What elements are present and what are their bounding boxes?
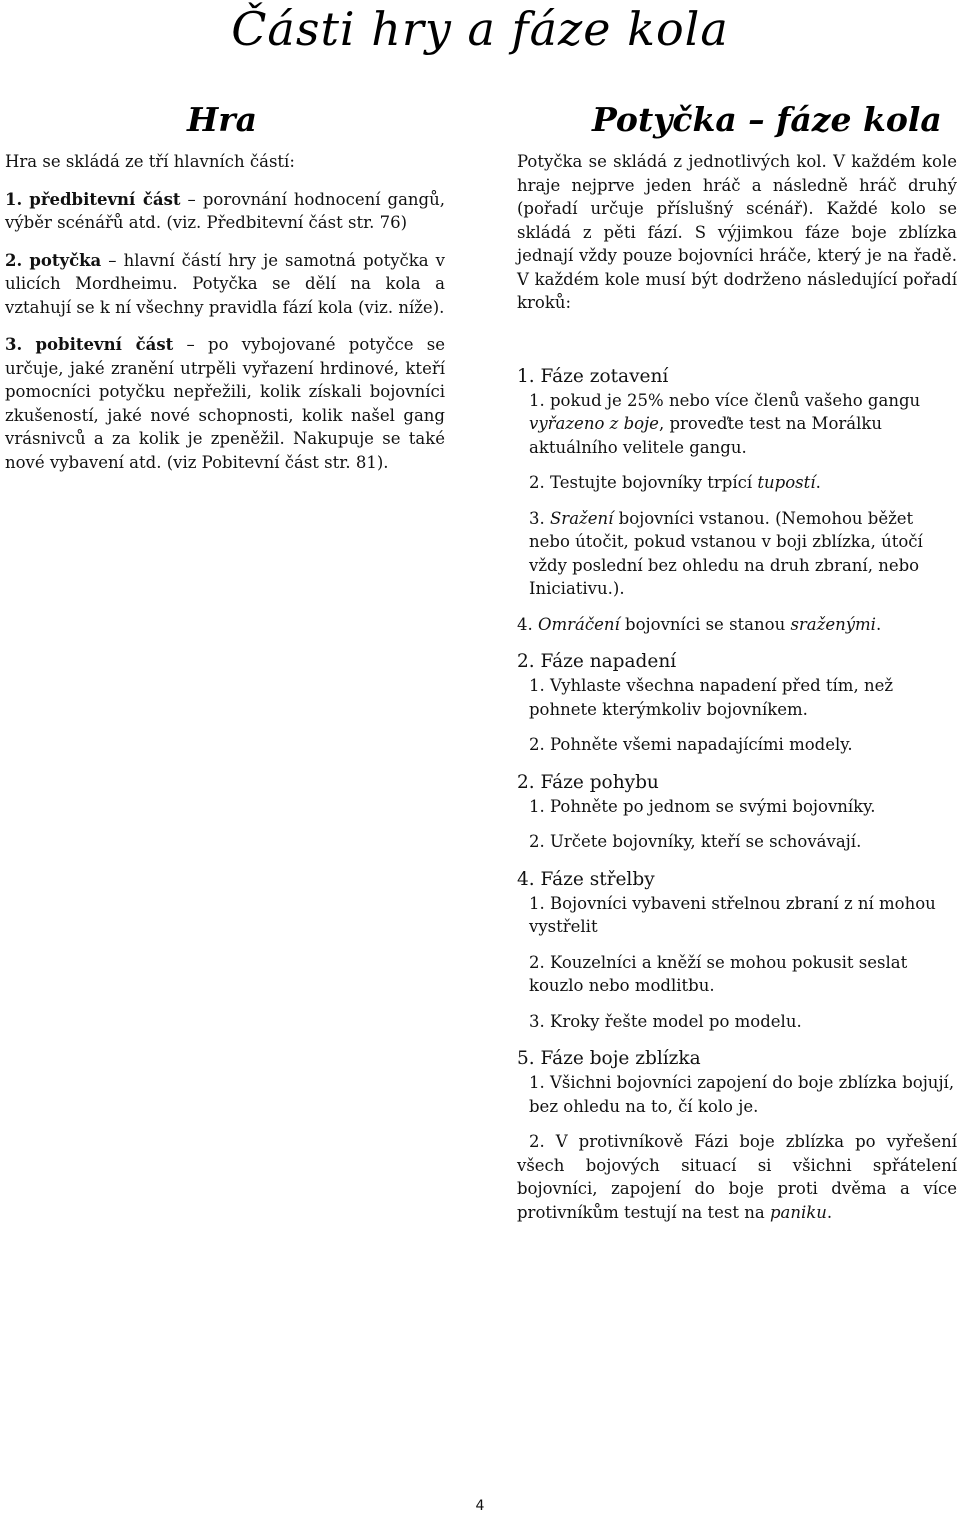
right-column [517, 100, 957, 1224]
section-heading-hra: Hra [187, 100, 257, 139]
phase-item: 3. Sražení bojovníci vstanou. (Nemohou běžet nebo útočit, pokud vstanou v boji zblízka, útočí vždy poslední bez ohledu na druh zbraní, nebo Iniciativu.). [529, 508, 923, 598]
part-3 [5, 333, 445, 474]
part-text: – po vybojované potyčce se určuje, jaké zranění utrpěli vyřazení hrdinové, kteří pomocníci potyčku nepřežili, kolik získali bojovníci zkušeností, jaké nové schopnosti, kolik našel gang vrásnivců a za kolik je zpeněžil. Nakupuje se také nové vybavení atd. (viz Pobitevní část str. 81). [5, 335, 445, 472]
page-number: 4 [475, 1498, 485, 1514]
part-text: – hlavní částí hry je samotná potyčka v ulicích Mordheimu. Potyčka se dělí na kola a vztahují se k ní všechny pravidla fází kola (viz. níže). [5, 250, 446, 317]
intro-text: Hra se skládá ze tří hlavních částí: [5, 152, 295, 171]
phase-item: 1. Pohněte po jednom se svými bojovníky. [529, 796, 876, 816]
phase-title-strelby: 4. Fáze střelby [517, 868, 655, 890]
phase-item: 1. Bojovníci vybaveni střelnou zbraní z ní mohou vystřelit [529, 893, 936, 936]
phase-item: 1. Všichni bojovníci zapojení do boje zblízka bojují, bez ohledu na to, čí kolo je. [529, 1073, 955, 1116]
phase-title-pohybu: 2. Fáze pohybu [517, 771, 659, 793]
part-num: 1. [5, 189, 23, 209]
part-term: potyčka [29, 250, 102, 270]
phase-item: 3. Kroky řešte model po modelu. [529, 1011, 802, 1031]
page-title: Části hry a fáze kola [231, 2, 729, 56]
part-1 [5, 188, 445, 235]
part-text: – porovnání hodnocení gangů, výběr scénářů atd. (viz. Předbitevní část str. 76) [5, 189, 445, 232]
phase-title-boje: 5. Fáze boje zblízka [517, 1048, 701, 1069]
left-column [5, 100, 445, 474]
phase-item: 2. Kouzelníci a kněží se mohou pokusit seslat kouzlo nebo modlitbu. [529, 952, 908, 995]
phase-item: 1. pokud je 25% nebo více členů vašeho gangu vyřazeno z boje, proveďte test na Morálku aktuálního velitele gangu. [529, 390, 921, 457]
phase-item: 2. Určete bojovníky, kteří se schovávají. [529, 832, 862, 851]
phase-item: 2. Pohněte všemi napadajícími modely. [529, 735, 853, 754]
potycka-intro: Potyčka se skládá z jednotlivých kol. V každém kole hraje nejprve jeden hráč a následně hráč druhý (pořadí určuje příslušný scénář). Každé kolo se skládá z pěti fází. S výjimkou fáze boje zblízka jednají vždy pouze bojovníci hráče, který je na řadě. V každém kole musí být dodrženo následující pořadí kroků: [517, 152, 957, 312]
section-heading-potycka: Potyčka – fáze kola [592, 100, 942, 139]
phase-item: 4. Omráčení bojovníci se stanou sraženými. [517, 614, 882, 634]
phase-item: 1. Vyhlaste všechna napadení před tím, než pohnete kterýmkoliv bojovníkem. [529, 676, 894, 719]
part-term: předbitevní část [29, 189, 181, 209]
phase-title-napadeni: 2. Fáze napadení [517, 651, 677, 672]
phase-title-zotaveni: 1. Fáze zotavení [517, 365, 669, 387]
part-2 [5, 249, 445, 320]
phase-final-paragraph: 2. V protivníkově Fázi boje zblízka po vyřešení všech bojových situací si všichni spřátelení bojovníci, zapojení do boje proti dvěma a více protivníkům testují na test na paniku. [517, 1132, 957, 1222]
part-term: pobitevní část [35, 335, 174, 354]
phase-item: 2. Testujte bojovníky trpící tupostí. [529, 473, 821, 492]
part-num: 2. [5, 250, 23, 270]
part-num: 3. [5, 335, 23, 354]
